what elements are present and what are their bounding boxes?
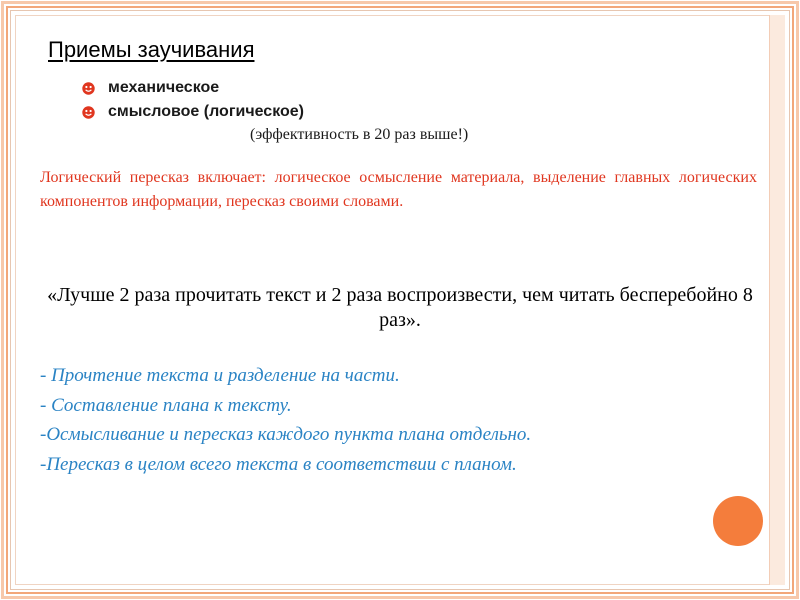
memorization-methods-list (82, 76, 304, 124)
logical-retelling-paragraph: Логический пересказ включает: логическое осмысление материала, выделение главных логических компонентов информации, пересказ своими словами. (40, 169, 757, 210)
bullet-item-mechanical (82, 76, 304, 100)
bullet-label: смысловое (логическое) (108, 103, 304, 120)
slide-title: Приемы заучивания (48, 37, 255, 62)
step-item: - Прочтение текста и разделение на части. (40, 365, 400, 386)
quote-text: «Лучше 2 раза прочитать текст и 2 раза воспроизвести, чем читать бесперебойно 8 раз». (47, 284, 753, 331)
step-item: -Осмысливание и пересказ каждого пункта плана отдельно. (40, 424, 532, 445)
slide-right-band (769, 15, 785, 585)
effectiveness-note: (эффективность в 20 раз выше!) (250, 126, 469, 143)
smiley-icon (82, 106, 95, 119)
steps-list (40, 361, 531, 479)
orange-circle-decoration (713, 496, 763, 546)
step-item: - Составление плана к тексту. (40, 394, 292, 416)
bullet-label: механическое (108, 79, 220, 96)
bullet-item-semantic (82, 100, 304, 124)
smiley-icon (82, 82, 95, 95)
step-item: -Пересказ в целом всего текста в соответствии с планом. (40, 453, 517, 475)
